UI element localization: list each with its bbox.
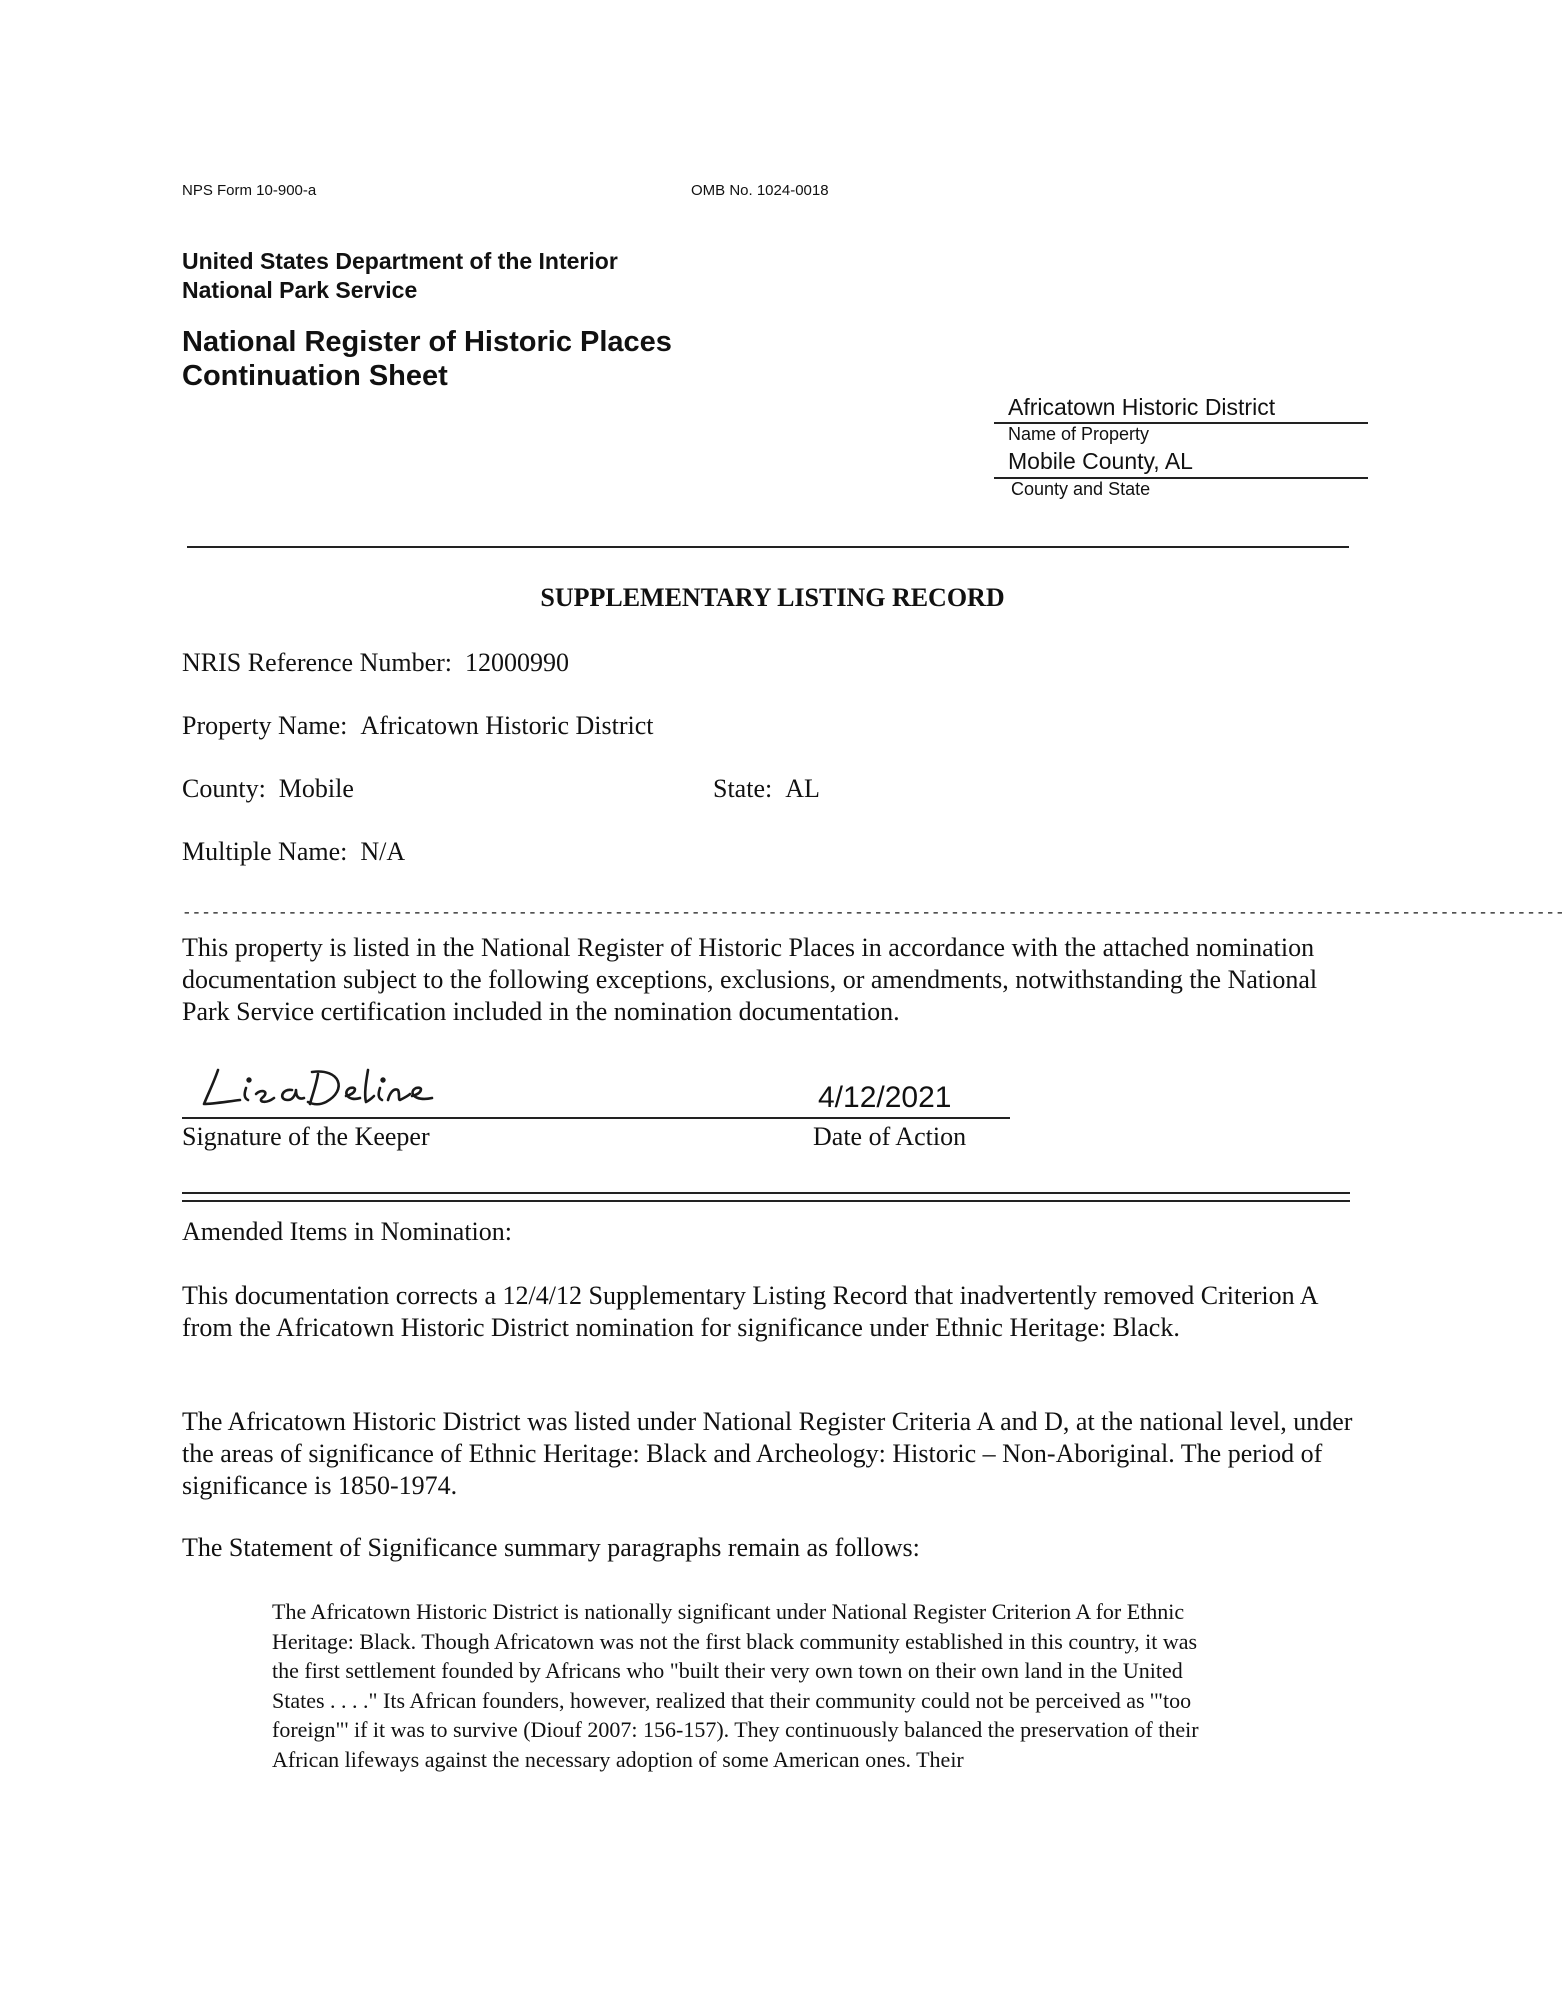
nris-value: 12000990 <box>465 648 570 677</box>
nris-label: NRIS Reference Number: <box>182 648 453 677</box>
state-label: State: <box>713 774 773 803</box>
section-divider <box>187 546 1349 548</box>
property-label: Property Name: <box>182 711 348 740</box>
property-field <box>182 711 654 741</box>
dashed-separator: ------------------------------------------------------------------------------------------------------------------------------------------------ <box>182 904 1565 922</box>
county-field <box>182 774 354 804</box>
date-of-action-label: Date of Action <box>813 1122 967 1151</box>
county-state-value: Mobile County, AL <box>1008 448 1193 474</box>
multiple-field <box>182 837 405 867</box>
state-value: AL <box>785 774 820 803</box>
significance-quote: The Africatown Historic District is nationally significant under National Register Criterion A for Ethnic Heritage: Black. Though Africatown was not the first black community established in this country, it was the first settlement founded by Africans who "built their very own town on their own land in the United States . . . ." Its African founders, however, realized that their community could not be perceived as '"too foreign"' if it was to survive (Diouf 2007: 156-157). They continuously balanced the preservation of their African lifeways against the necessary adoption of some American ones. Their <box>272 1599 1199 1772</box>
omb-number: OMB No. 1024-0018 <box>691 182 829 199</box>
record-title: SUPPLEMENTARY LISTING RECORD <box>540 583 1005 612</box>
signature-line <box>182 1117 1010 1119</box>
amendment-paragraph-2: The Africatown Historic District was listed under National Register Criteria A and D, at the national level, under the areas of significance of Ethnic Heritage: Black and Archeology: Historic – Non-Aboriginal. The period of significance is 1850-1974. <box>182 1407 1353 1500</box>
property-value: Africatown Historic District <box>360 711 654 740</box>
agency-line-2: National Park Service <box>182 277 418 303</box>
multiple-value: N/A <box>360 837 406 866</box>
county-value: Mobile <box>278 774 354 803</box>
agency-line-1: United States Department of the Interior <box>182 248 618 274</box>
keeper-signature-image <box>200 1060 440 1120</box>
property-name-value: Africatown Historic District <box>1008 394 1276 420</box>
listing-statement: This property is listed in the National Register of Historic Places in accordance with the attached nomination documentation subject to the following exceptions, exclusions, or amendments, notwithstanding the National Park Service certification included in the nomination documentation. <box>182 933 1318 1026</box>
double-separator-top <box>182 1192 1350 1194</box>
double-separator-bottom <box>182 1200 1350 1202</box>
form-title-line-1: National Register of Historic Places <box>182 326 672 358</box>
property-name-label: Name of Property <box>1008 424 1150 444</box>
signature-label: Signature of the Keeper <box>182 1122 430 1151</box>
form-number: NPS Form 10-900-a <box>182 182 317 199</box>
amendments-heading: Amended Items in Nomination: <box>182 1217 513 1246</box>
amendment-paragraph-3: The Statement of Significance summary paragraphs remain as follows: <box>182 1533 920 1562</box>
county-label: County: <box>182 774 266 803</box>
state-field <box>713 774 820 804</box>
date-of-action-value: 4/12/2021 <box>818 1081 952 1114</box>
nris-field <box>182 648 569 678</box>
multiple-label: Multiple Name: <box>182 837 348 866</box>
county-state-label: County and State <box>1011 479 1151 499</box>
form-title-line-2: Continuation Sheet <box>182 360 448 392</box>
amendment-paragraph-1: This documentation corrects a 12/4/12 Supplementary Listing Record that inadvertently removed Criterion A from the Africatown Historic District nomination for significance under Ethnic Heritage: Black. <box>182 1281 1318 1342</box>
